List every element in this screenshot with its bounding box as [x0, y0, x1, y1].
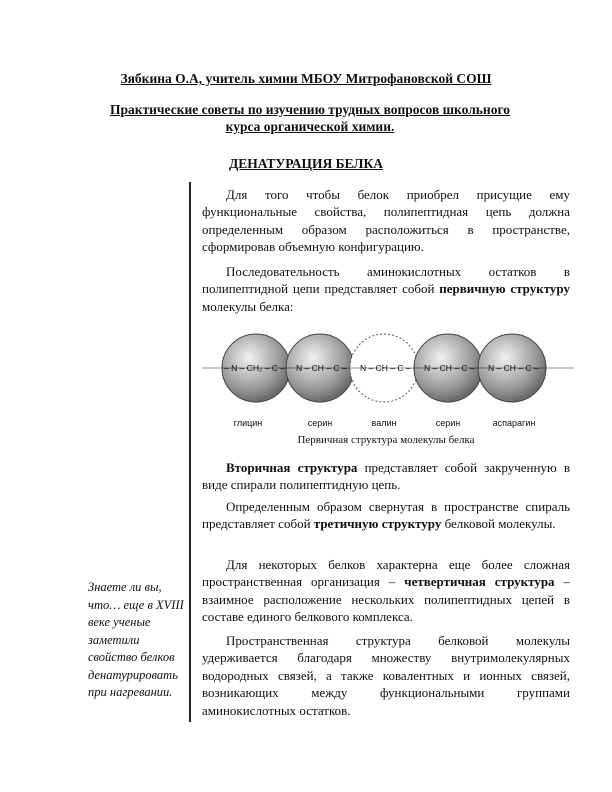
- chain-4: N – CH – C –: [424, 363, 475, 373]
- topic-heading: ДЕНАТУРАЦИЯ БЕЛКА: [228, 156, 383, 171]
- paragraph-2: [202, 263, 570, 315]
- p5-tail: – взаимное расположение нескольких полипептидных цепей в составе единого белкового комплекса.: [202, 574, 571, 625]
- tertiary-structure-term: третичную структуру: [313, 516, 442, 532]
- secondary-structure-term: Вторичная структура: [226, 460, 358, 475]
- chain-2: N – CH – C –: [296, 363, 347, 373]
- author-line: Зябкина О.А, учитель химии МБОУ Митрофановской СОШ: [120, 71, 492, 86]
- quaternary-structure-term: четвертичная структура: [404, 574, 555, 590]
- label-asparagine: аспарагин: [492, 418, 536, 428]
- paragraph-3: [202, 459, 570, 494]
- p5-text: Для некоторых белков характерна еще более сложная пространственная организация –: [202, 557, 570, 590]
- paragraph-5: [202, 556, 570, 626]
- chain-1: – N – CH₂ – C –: [224, 363, 285, 373]
- p4-tail: белковой молекулы.: [441, 516, 556, 532]
- side-note: Знаете ли вы, что… еще в XVIII веке ученые заметили свойство белков денатурировать при нагревании.: [88, 580, 184, 699]
- chain-5: N – CH – C –: [488, 363, 539, 373]
- paragraph-6: Пространственная структура белковой молекулы удерживается благодаря множеству внутримолекулярных водородных связей, а также ковалентных и ионных связей, возникающих между функциональными группами аминокислотных остатков.: [202, 633, 570, 718]
- p3-text: представляет собой закрученную в виде спирали полипептидную цепь.: [202, 460, 570, 493]
- paragraph-1: Для того чтобы белок приобрел присущие ему функциональные свойства, полипептидная цепь должна определенным образом расположиться в пространстве, сформировав объемную конфигурацию.: [202, 187, 570, 255]
- document-title: Практические советы по изучению трудных вопросов школьного курса органической химии.: [109, 102, 510, 134]
- label-valine: валин: [371, 418, 397, 428]
- p4-text: Определенным образом свернутая в пространстве спираль представляет собой: [202, 499, 570, 532]
- p2-text: Последовательность аминокислотных остатков в полипептидной цепи представляет собой: [202, 264, 570, 297]
- primary-structure-term: первичную структуру: [439, 281, 570, 297]
- diagram-caption: Первичная структура молекулы белка: [297, 434, 475, 446]
- margin-rule: [189, 182, 191, 722]
- label-serine-1: серин: [307, 418, 333, 428]
- label-glycine: глицин: [233, 418, 263, 428]
- chain-3: N – CH – C –: [360, 363, 411, 373]
- label-serine-2: серин: [435, 418, 461, 428]
- p2-tail: молекулы белка:: [202, 298, 294, 314]
- primary-structure-diagram: [202, 318, 574, 430]
- paragraph-4: [202, 498, 570, 533]
